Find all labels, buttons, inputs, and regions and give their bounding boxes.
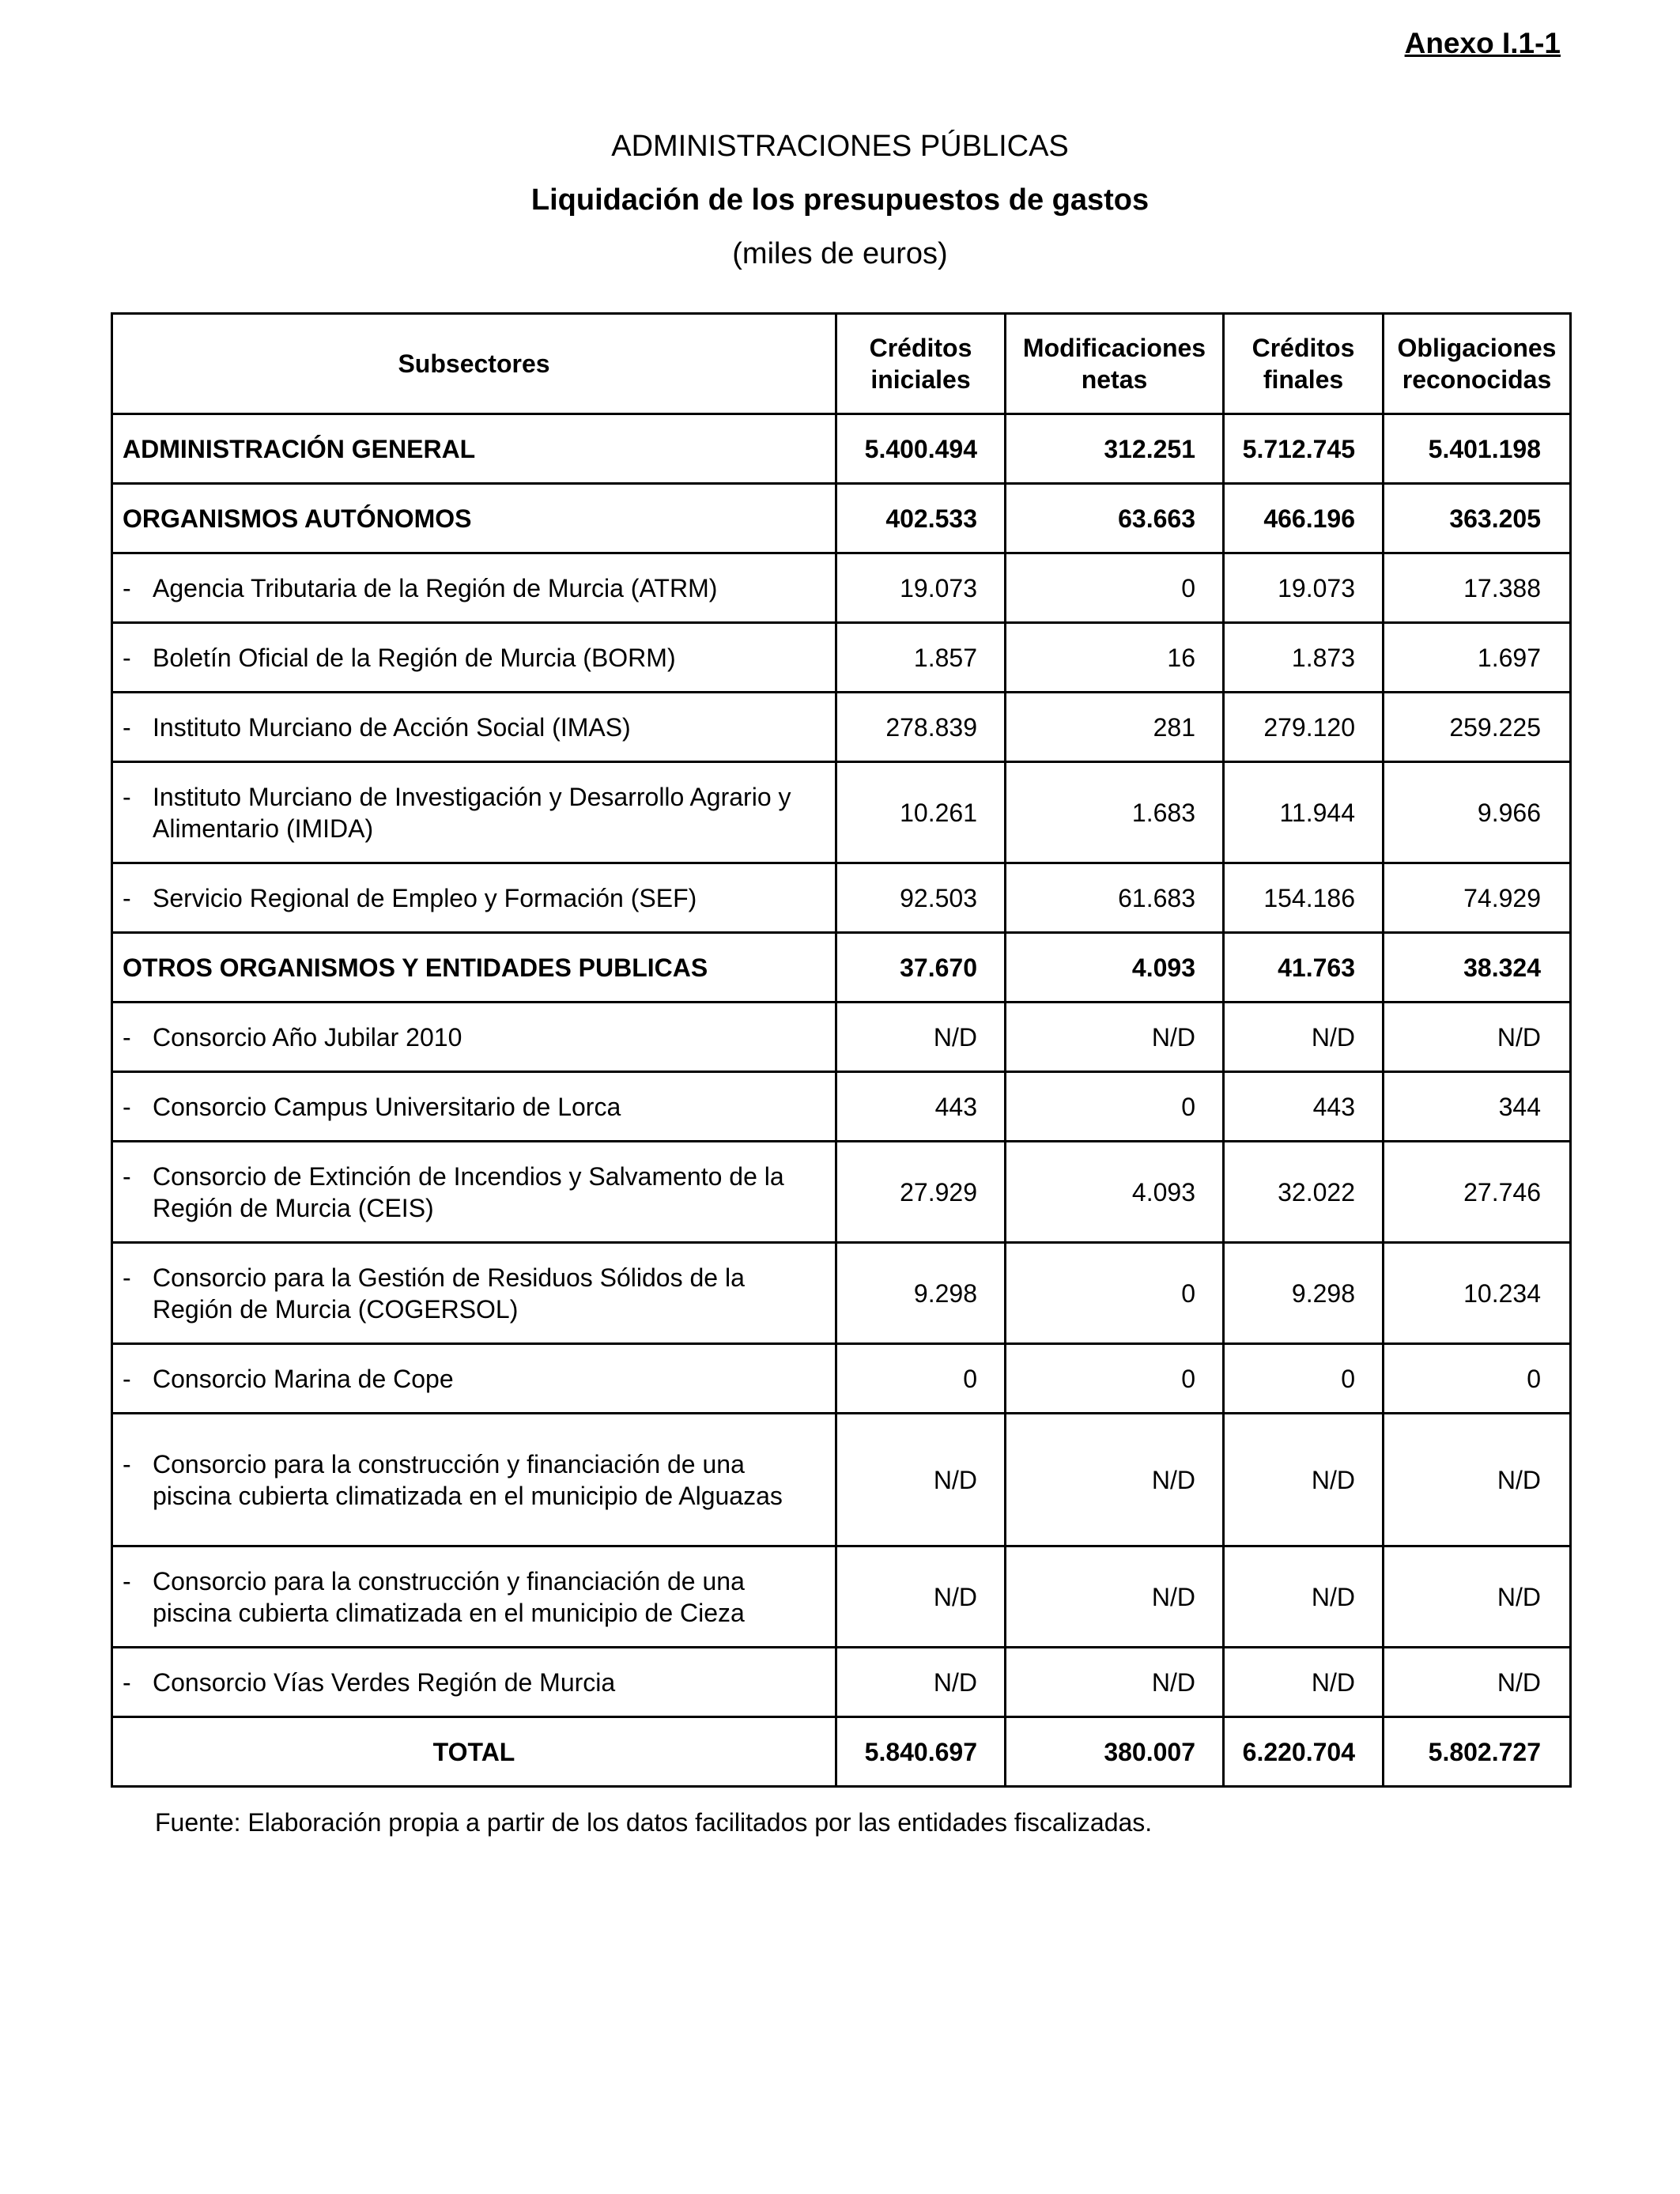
bullet-dash: - xyxy=(123,883,131,912)
cell-modificaciones-netas: N/D xyxy=(1006,1414,1224,1546)
table-row xyxy=(112,693,1571,762)
cell-obligaciones-reconocidas: 363.205 xyxy=(1384,484,1571,553)
cell-obligaciones-reconocidas: 10.234 xyxy=(1384,1243,1571,1344)
row-label xyxy=(112,863,836,933)
cell-creditos-finales: 41.763 xyxy=(1224,933,1384,1003)
bullet-dash: - xyxy=(123,1449,131,1478)
row-label-text: Consorcio de Extinción de Incendios y Salvamento de la Región de Murcia (CEIS) xyxy=(153,1161,784,1222)
row-label: OTROS ORGANISMOS Y ENTIDADES PUBLICAS xyxy=(112,933,836,1003)
bullet-dash: - xyxy=(123,712,131,742)
cell-creditos-iniciales: 443 xyxy=(836,1072,1006,1142)
budget-table xyxy=(111,312,1572,1788)
table-row xyxy=(112,414,1571,484)
cell-creditos-iniciales: 278.839 xyxy=(836,693,1006,762)
cell-creditos-iniciales: 5.400.494 xyxy=(836,414,1006,484)
table-row xyxy=(112,933,1571,1003)
row-label xyxy=(112,1648,836,1717)
row-label xyxy=(112,623,836,693)
row-label-text: Servicio Regional de Empleo y Formación (SEF) xyxy=(153,883,697,912)
cell-creditos-finales: 279.120 xyxy=(1224,693,1384,762)
bullet-dash: - xyxy=(123,1022,131,1052)
table-row xyxy=(112,863,1571,933)
page-subtitle: Liquidación de los presupuestos de gastos xyxy=(530,183,1150,217)
row-label xyxy=(112,1003,836,1072)
cell-creditos-iniciales: 10.261 xyxy=(836,762,1006,863)
bullet-dash: - xyxy=(123,782,131,811)
cell-modificaciones-netas: 0 xyxy=(1006,1072,1224,1142)
cell-creditos-finales: 5.712.745 xyxy=(1224,414,1384,484)
row-label xyxy=(112,553,836,623)
row-label xyxy=(112,1243,836,1344)
cell-modificaciones-netas: 4.093 xyxy=(1006,933,1224,1003)
cell-creditos-finales: N/D xyxy=(1224,1414,1384,1546)
cell-modificaciones-netas: 63.663 xyxy=(1006,484,1224,553)
bullet-dash: - xyxy=(123,1667,131,1697)
cell-creditos-finales: 19.073 xyxy=(1224,553,1384,623)
row-label xyxy=(112,1344,836,1414)
title-block xyxy=(0,127,1680,274)
bullet-dash: - xyxy=(123,1263,131,1292)
cell-obligaciones-reconocidas: 5.401.198 xyxy=(1384,414,1571,484)
total-creditos-iniciales: 5.840.697 xyxy=(836,1717,1006,1787)
cell-modificaciones-netas: 61.683 xyxy=(1006,863,1224,933)
row-label xyxy=(112,1414,836,1546)
cell-obligaciones-reconocidas: N/D xyxy=(1384,1003,1571,1072)
page-title: ADMINISTRACIONES PÚBLICAS xyxy=(611,130,1069,163)
table-row xyxy=(112,1414,1571,1546)
bullet-dash: - xyxy=(123,643,131,672)
cell-obligaciones-reconocidas: 9.966 xyxy=(1384,762,1571,863)
row-label xyxy=(112,762,836,863)
total-obligaciones-reconocidas: 5.802.727 xyxy=(1384,1717,1571,1787)
table-row xyxy=(112,1003,1571,1072)
total-modificaciones-netas: 380.007 xyxy=(1006,1717,1224,1787)
cell-modificaciones-netas: 281 xyxy=(1006,693,1224,762)
cell-obligaciones-reconocidas: 1.697 xyxy=(1384,623,1571,693)
cell-creditos-finales: N/D xyxy=(1224,1648,1384,1717)
cell-obligaciones-reconocidas: 27.746 xyxy=(1384,1142,1571,1243)
cell-creditos-iniciales: 92.503 xyxy=(836,863,1006,933)
table-row xyxy=(112,1142,1571,1243)
header-obligaciones-reconocidas: Obligaciones reconocidas xyxy=(1384,314,1571,414)
cell-creditos-iniciales: 27.929 xyxy=(836,1142,1006,1243)
cell-obligaciones-reconocidas: 259.225 xyxy=(1384,693,1571,762)
cell-obligaciones-reconocidas: N/D xyxy=(1384,1546,1571,1648)
cell-obligaciones-reconocidas: 74.929 xyxy=(1384,863,1571,933)
row-label-text: Consorcio Marina de Cope xyxy=(153,1364,454,1393)
header-modificaciones-netas: Modificaciones netas xyxy=(1006,314,1224,414)
cell-modificaciones-netas: 312.251 xyxy=(1006,414,1224,484)
cell-obligaciones-reconocidas: 38.324 xyxy=(1384,933,1571,1003)
cell-creditos-finales: 1.873 xyxy=(1224,623,1384,693)
cell-creditos-finales: 154.186 xyxy=(1224,863,1384,933)
bullet-dash: - xyxy=(123,1161,131,1191)
cell-obligaciones-reconocidas: N/D xyxy=(1384,1414,1571,1546)
cell-creditos-iniciales: 19.073 xyxy=(836,553,1006,623)
source-note: Fuente: Elaboración propia a partir de los datos facilitados por las entidades fiscalizadas. xyxy=(155,1808,1153,1837)
bullet-dash: - xyxy=(123,573,131,602)
cell-creditos-iniciales: 0 xyxy=(836,1344,1006,1414)
cell-creditos-finales: 466.196 xyxy=(1224,484,1384,553)
total-row xyxy=(112,1717,1571,1787)
row-label-text: Agencia Tributaria de la Región de Murcia (ATRM) xyxy=(153,573,718,602)
cell-obligaciones-reconocidas: 0 xyxy=(1384,1344,1571,1414)
row-label: ORGANISMOS AUTÓNOMOS xyxy=(112,484,836,553)
bullet-dash: - xyxy=(123,1566,131,1595)
row-label-text: Consorcio Año Jubilar 2010 xyxy=(153,1022,462,1052)
cell-obligaciones-reconocidas: 344 xyxy=(1384,1072,1571,1142)
row-label xyxy=(112,693,836,762)
cell-creditos-finales: N/D xyxy=(1224,1546,1384,1648)
cell-creditos-iniciales: N/D xyxy=(836,1546,1006,1648)
table-row xyxy=(112,623,1571,693)
row-label xyxy=(112,1546,836,1648)
units-label: (miles de euros) xyxy=(732,237,948,270)
cell-modificaciones-netas: 0 xyxy=(1006,1243,1224,1344)
cell-creditos-finales: 32.022 xyxy=(1224,1142,1384,1243)
row-label-text: Consorcio Vías Verdes Región de Murcia xyxy=(153,1667,616,1697)
cell-modificaciones-netas: 16 xyxy=(1006,623,1224,693)
row-label-text: Boletín Oficial de la Región de Murcia (BORM) xyxy=(153,643,676,672)
header-subsectores: Subsectores xyxy=(112,314,836,414)
cell-obligaciones-reconocidas: 17.388 xyxy=(1384,553,1571,623)
cell-creditos-iniciales: N/D xyxy=(836,1003,1006,1072)
cell-creditos-finales: 443 xyxy=(1224,1072,1384,1142)
total-label: TOTAL xyxy=(112,1717,836,1787)
cell-creditos-iniciales: N/D xyxy=(836,1648,1006,1717)
cell-creditos-iniciales: 402.533 xyxy=(836,484,1006,553)
header-creditos-iniciales: Créditos iniciales xyxy=(836,314,1006,414)
bullet-dash: - xyxy=(123,1092,131,1121)
bullet-dash: - xyxy=(123,1364,131,1393)
header-row xyxy=(112,314,1571,414)
table-row xyxy=(112,1344,1571,1414)
row-label: ADMINISTRACIÓN GENERAL xyxy=(112,414,836,484)
cell-modificaciones-netas: 0 xyxy=(1006,553,1224,623)
row-label xyxy=(112,1072,836,1142)
cell-modificaciones-netas: 0 xyxy=(1006,1344,1224,1414)
row-label xyxy=(112,1142,836,1243)
table-row xyxy=(112,484,1571,553)
row-label-text: Consorcio para la Gestión de Residuos Sólidos de la Región de Murcia (COGERSOL) xyxy=(153,1263,745,1324)
cell-creditos-finales: 11.944 xyxy=(1224,762,1384,863)
cell-modificaciones-netas: N/D xyxy=(1006,1648,1224,1717)
row-label-text: Consorcio Campus Universitario de Lorca xyxy=(153,1092,621,1121)
table-row xyxy=(112,553,1571,623)
row-label-text: Consorcio para la construcción y financiación de una piscina cubierta climatizada en el municipio de Cieza xyxy=(153,1566,745,1627)
total-creditos-finales: 6.220.704 xyxy=(1224,1717,1384,1787)
cell-modificaciones-netas: 1.683 xyxy=(1006,762,1224,863)
table-row xyxy=(112,1072,1571,1142)
row-label-text: Instituto Murciano de Acción Social (IMAS) xyxy=(153,712,631,742)
header-creditos-finales: Créditos finales xyxy=(1224,314,1384,414)
cell-creditos-finales: N/D xyxy=(1224,1003,1384,1072)
row-label-text: Consorcio para la construcción y financiación de una piscina cubierta climatizada en el municipio de Alguazas xyxy=(153,1449,783,1510)
cell-creditos-finales: 0 xyxy=(1224,1344,1384,1414)
cell-obligaciones-reconocidas: N/D xyxy=(1384,1648,1571,1717)
table-row xyxy=(112,1648,1571,1717)
cell-creditos-finales: 9.298 xyxy=(1224,1243,1384,1344)
table-row xyxy=(112,762,1571,863)
table-row xyxy=(112,1546,1571,1648)
cell-creditos-iniciales: N/D xyxy=(836,1414,1006,1546)
cell-creditos-iniciales: 37.670 xyxy=(836,933,1006,1003)
cell-creditos-iniciales: 1.857 xyxy=(836,623,1006,693)
row-label-text: Instituto Murciano de Investigación y Desarrollo Agrario y Alimentario (IMIDA) xyxy=(153,782,791,843)
table-row xyxy=(112,1243,1571,1344)
cell-creditos-iniciales: 9.298 xyxy=(836,1243,1006,1344)
annex-label: Anexo I.1-1 xyxy=(1404,27,1561,59)
cell-modificaciones-netas: 4.093 xyxy=(1006,1142,1224,1243)
cell-modificaciones-netas: N/D xyxy=(1006,1546,1224,1648)
cell-modificaciones-netas: N/D xyxy=(1006,1003,1224,1072)
